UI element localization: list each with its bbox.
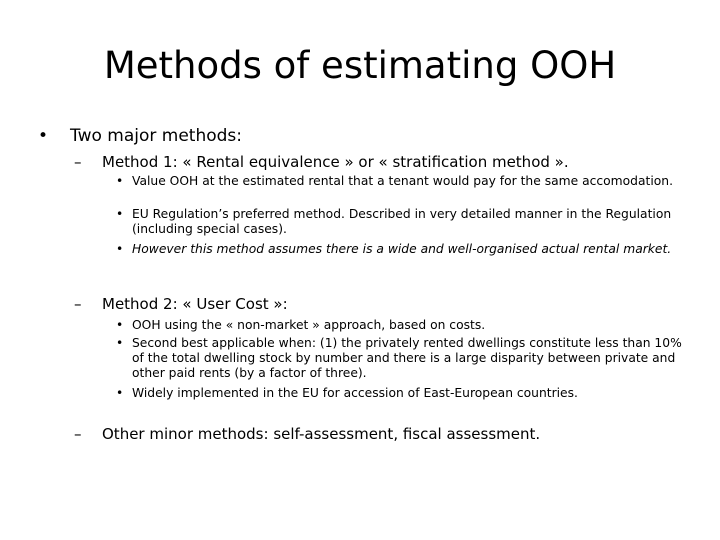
method-1-text: Method 1: « Rental equivalence » or « stratification method ». <box>102 153 569 171</box>
sub-bullet-marker: • <box>116 318 124 332</box>
sub-bullet-marker: • <box>116 336 124 350</box>
dash-marker: – <box>74 153 82 171</box>
method-1-item-3 <box>116 242 686 257</box>
dash-marker: – <box>74 425 82 443</box>
method-2-item-2-text: Second best applicable when: (1) the privately rented dwellings constitute less than 10% of the total dwelling stock by number and there is a large disparity between private and other paid rents (by a factor of three). <box>132 336 682 380</box>
sub-bullet-marker: • <box>116 242 124 256</box>
method-1-item-1-text: Value OOH at the estimated rental that a tenant would pay for the same accomodation. <box>132 174 673 188</box>
dash-marker: – <box>74 295 82 313</box>
bullet-text: Two major methods: <box>70 126 243 146</box>
method-2-item-3 <box>116 386 686 401</box>
method-1-item-3-text: However this method assumes there is a wide and well-organised actual rental market. <box>132 242 672 256</box>
other-methods-text: Other minor methods: self-assessment, fiscal assessment. <box>102 425 541 443</box>
method-1-item-2 <box>116 207 686 237</box>
method-2-item-2 <box>116 336 686 380</box>
method-2-item-1 <box>116 318 686 333</box>
method-2-item-1-text: OOH using the « non-market » approach, based on costs. <box>132 318 486 332</box>
sub-bullet-marker: • <box>116 207 124 221</box>
method-2-text: Method 2: « User Cost »: <box>102 295 288 313</box>
bullet-marker: • <box>38 126 49 146</box>
method-2-item-3-text: Widely implemented in the EU for accession of East-European countries. <box>132 386 578 400</box>
slide-title: Methods of estimating OOH <box>103 44 617 87</box>
sub-bullet-marker: • <box>116 386 124 400</box>
method-1-item-1 <box>116 174 686 189</box>
sub-bullet-marker: • <box>116 174 124 188</box>
method-1-item-2-text: EU Regulation’s preferred method. Described in very detailed manner in the Regulation (including special cases). <box>132 207 672 236</box>
